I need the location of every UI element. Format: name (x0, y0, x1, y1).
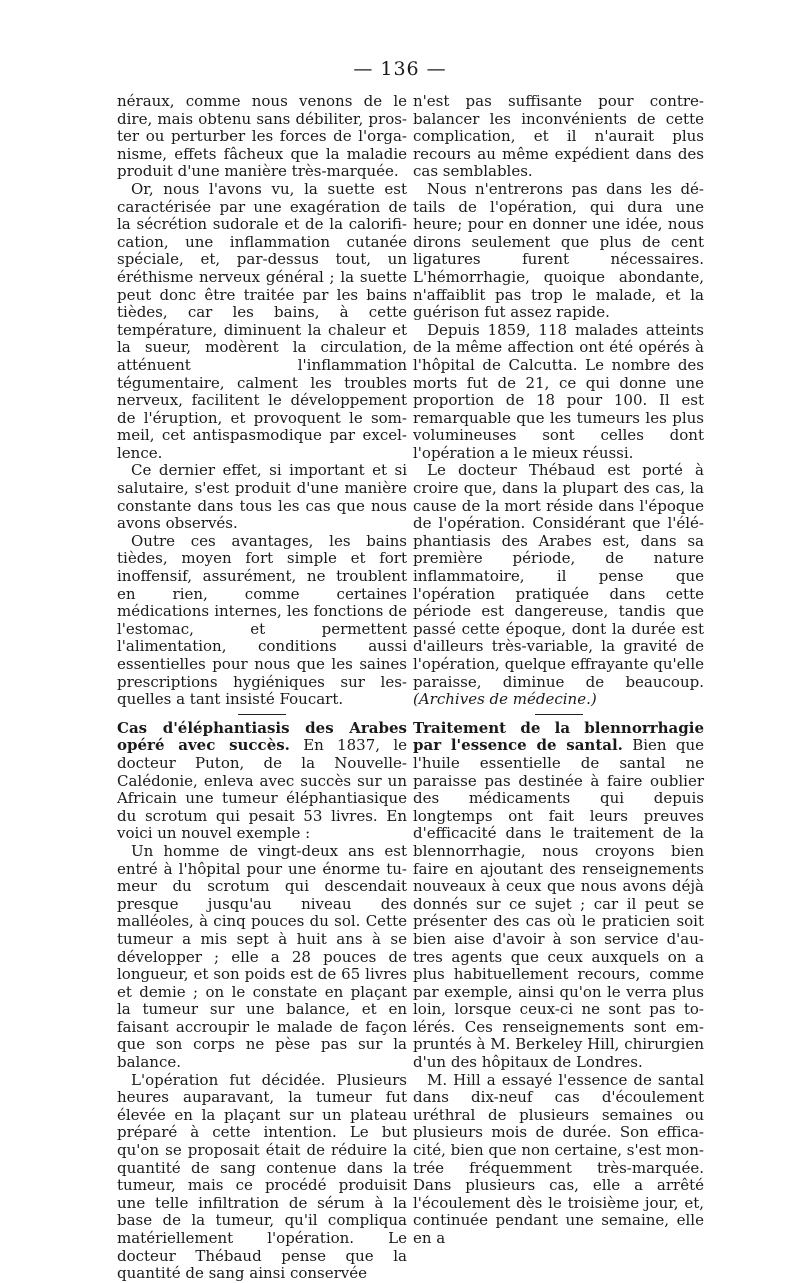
section-intro (413, 720, 704, 1072)
paragraph: n'est pas suffisante pour contre-balancer les inconvénients de cette complication, et il n'aurait plus recours au même expédient dans des cas semblables. (413, 92, 704, 181)
section-divider (238, 714, 286, 715)
section-intro (117, 720, 407, 843)
section-heading: Traitement de la blennorrhagie par l'essence de santal. (413, 718, 704, 755)
paragraph-text: Le docteur Thébaud est porté à croire que, dans la plupart des cas, la cause de la mort réside dans l'époque de l'opération. Considérant que l'éléphantiasis des Arabes est, dans sa première période, de nature inflammatoire, il pense que l'opération pratiquée dans cette période est dangereuse, tandis que passé cette époque, dont la durée est d'ailleurs très-variable, la gravité de l'opération, quelque effrayante qu'elle paraisse, diminue de beaucoup. (413, 461, 704, 691)
left-column (117, 93, 407, 1283)
paragraph (413, 462, 704, 708)
right-column (413, 93, 704, 1248)
paragraph: Outre ces avantages, les bains tièdes, moyen fort simple et fort inoffensif, assurément, ne troublent en rien, comme certaines médications internes, les fonctions de l'estomac, et permettent l'alimentation, conditions aussi essentielles pour nous que les saines prescriptions hygiéniques sur lesquelles a tant insisté Foucart. (117, 531, 407, 709)
page-number: — 136 — (353, 58, 447, 80)
paragraph: néraux, comme nous venons de le dire, mais obtenu sans débiliter, proster ou perturber les forces de l'organisme, effets fâcheux que la maladie produit d'une manière très-marquée. (117, 92, 407, 181)
paragraph: Un homme de vingt-deux ans est entré à l'hôpital pour une énorme tumeur du scrotum qui descendait presque jusqu'au niveau des malléoles, à cinq pouces du sol. Cette tumeur a mis sept à huit ans à se développer ; elle a 28 pouces de longueur, et son poids est de 65 livres et demie ; on le constate en plaçant la tumeur sur une balance, et en faisant accroupir le malade de façon que son corps ne pèse pas sur la balance. (117, 841, 407, 1072)
paragraph: M. Hill a essayé l'essence de santal dans dix-neuf cas d'écoulement uréthral de plusieurs semaines ou plusieurs mois de durée. Son efficacité, bien que non certaine, s'est montrée fréquemment très-marquée. Dans plusieurs cas, elle a arrêté l'écoulement dès le troisième jour, et, continuée pendant une semaine, elle en a (413, 1070, 704, 1247)
section-divider (535, 714, 583, 715)
paragraph: Ce dernier effet, si important et si salutaire, s'est produit d'une manière constante dans tous les cas que nous avons observés. (117, 461, 407, 533)
citation: (Archives de médecine.) (413, 690, 597, 709)
section-intro-text: En 1837, le docteur Puton, de la Nouvelle-Calédonie, enleva avec succès sur un Africain une tumeur éléphantiasique du scrotum qui pesait 53 livres. En voici un nouvel exemple : (117, 736, 407, 843)
paragraph: L'opération fut décidée. Plusieurs heures auparavant, la tumeur fut élevée en la plaçant sur un plateau préparé à cette intention. Le but qu'on se proposait était de réduire la quantité de sang contenue dans la tumeur, mais ce procédé produisit une telle infiltration de sérum à la base de la tumeur, qu'il compliqua matériellement l'opération. Le docteur Thébaud pense que la quantité de sang ainsi conservée (117, 1070, 407, 1283)
paragraph: Nous n'entrerons pas dans les détails de l'opération, qui dura une heure; pour en donner une idée, nous dirons seulement que plus de cent ligatures furent nécessaires. L'hémorrhagie, quoique abondante, n'affaiblit pas trop le malade, et la guérison fut assez rapide. (413, 179, 704, 322)
section-heading: Cas d'éléphantiasis des Arabes opéré avec succès. (117, 718, 407, 755)
section-intro-text: Bien que l'huile essentielle de santal ne paraisse pas destinée à faire oublier des médicaments qui depuis longtemps ont fait leurs preuves d'efficacité dans le traitement de la blennorrhagie, nous croyons bien faire en ajoutant des renseignements nouveaux à ceux que nous avons déjà donnés sur ce sujet ; car il peut se présenter des cas où le praticien soit bien aise d'avoir à son service d'autres agents que ceux auxquels on a plus habituellement recours, comme par exemple, ainsi qu'on le verra plus loin, lorsque ceux-ci ne sont pas tolérés. Ces renseignements sont empruntés à M. Berkeley Hill, chirurgien d'un des hôpitaux de Londres. (413, 736, 704, 1072)
paragraph: Depuis 1859, 118 malades atteints de la même affection ont été opérés à l'hôpital de Calcutta. Le nombre des morts fut de 21, ce qui donne une proportion de 18 pour 100. Il est remarquable que les tumeurs les plus volumineuses sont celles dont l'opération a le mieux réussi. (413, 320, 704, 462)
paragraph: Or, nous l'avons vu, la suette est caractérisée par une exagération de la sécrétion sudorale et de la calorification, une inflammation cutanée spéciale, et, par-dessus tout, un éréthisme nerveux général ; la suette peut donc être traitée par les bains tièdes, car les bains, à cette température, diminuent la chaleur et la sueur, modèrent la circulation, atténuent l'inflammation tégumentaire, calment les troubles nerveux, facilitent le développement de l'éruption, et provoquent le sommeil, cet antispasmodique par excellence. (117, 179, 407, 462)
